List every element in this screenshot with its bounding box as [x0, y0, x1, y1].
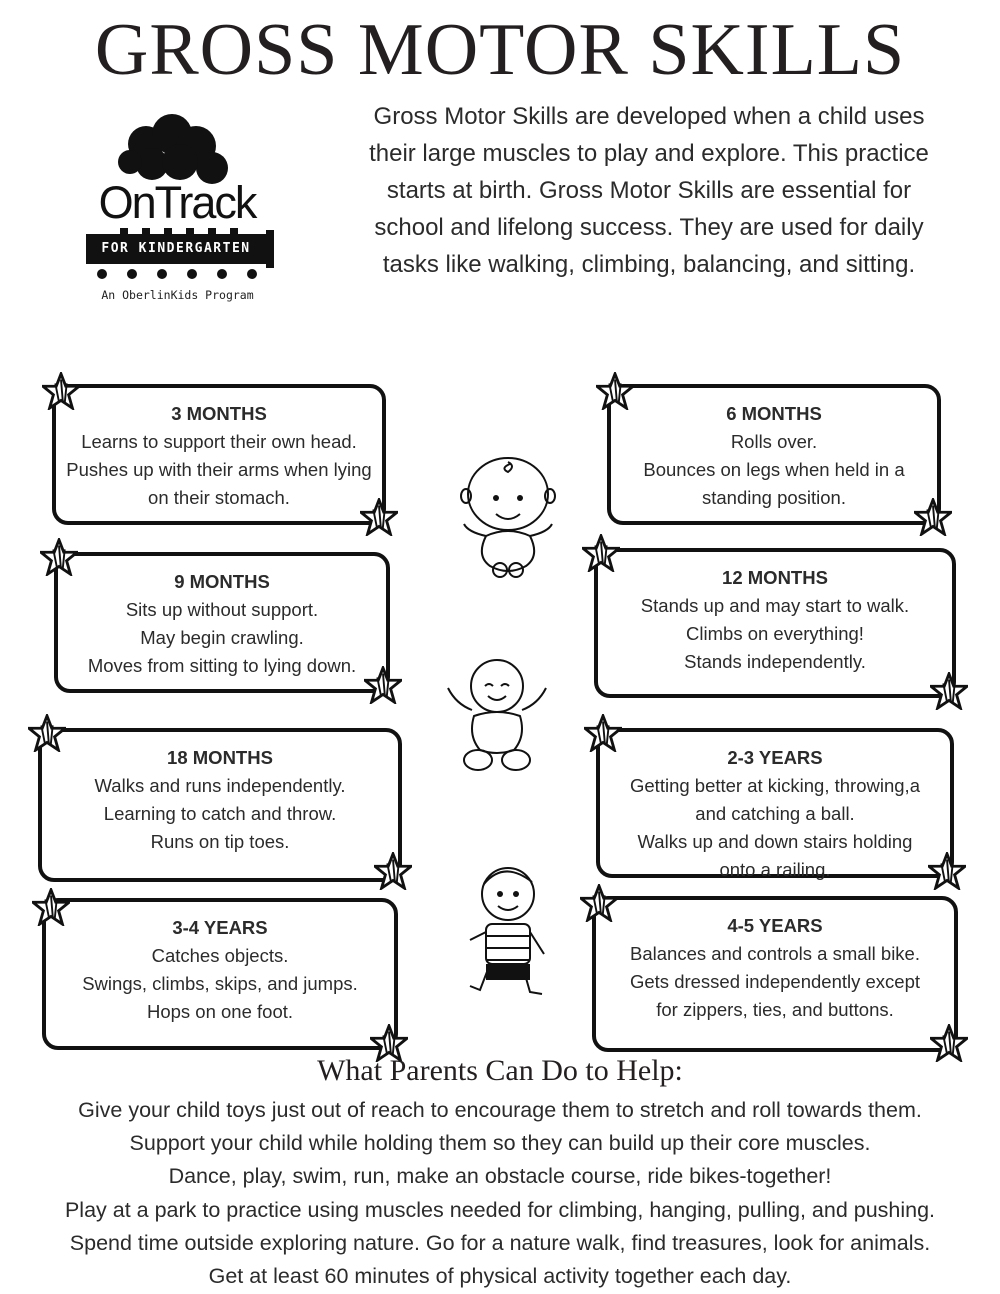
intro-line: Gross Motor Skills are developed when a child uses — [373, 103, 925, 130]
milestone-line: Climbs on everything! — [686, 623, 864, 644]
intro-line: their large muscles to play and explore. This practice — [369, 140, 929, 167]
intro-paragraph — [318, 98, 980, 283]
milestone-line: Rolls over. — [730, 431, 818, 452]
child-icon — [466, 862, 548, 1002]
star-icon — [28, 714, 66, 752]
logo-subtitle: An OberlinKids Program — [101, 288, 254, 302]
help-list — [0, 1094, 1000, 1293]
milestone-line: Swings, climbs, skips, and jumps. — [82, 973, 358, 994]
milestone-line: Pushes up with their arms when lying — [66, 459, 372, 480]
star-icon — [584, 714, 622, 752]
list-item: Play at a park to practice using muscles needed for climbing, hanging, pulling, and pushing. — [64, 1197, 936, 1222]
baby-icon — [456, 452, 560, 580]
milestone-line: Walks and runs independently. — [94, 775, 346, 796]
intro-line: tasks like walking, climbing, balancing, and sitting. — [382, 251, 916, 278]
milestone-card-3-4-years — [42, 898, 398, 1050]
list-item: Get at least 60 minutes of physical activity together each day. — [208, 1264, 792, 1289]
list-item: Give your child toys just out of reach to encourage them to stretch and roll towards them. — [78, 1098, 922, 1122]
milestone-line: Stands independently. — [684, 651, 866, 672]
milestone-line: Hops on one foot. — [146, 1001, 294, 1022]
star-icon — [914, 498, 952, 536]
intro-line: starts at birth. Gross Motor Skills are essential for — [386, 177, 912, 204]
list-item: Support your child while holding them so they can build up their core muscles. — [129, 1131, 871, 1156]
milestone-line: Runs on tip toes. — [150, 831, 290, 852]
star-icon — [364, 666, 402, 704]
milestone-line: May begin crawling. — [140, 627, 304, 648]
star-icon — [928, 852, 966, 890]
milestone-line: Learning to catch and throw. — [103, 803, 337, 824]
star-icon — [32, 888, 70, 926]
milestone-line: and catching a ball. — [695, 803, 855, 824]
milestone-card-3-months — [52, 384, 386, 525]
milestone-line: Gets dressed independently except — [629, 971, 921, 992]
page-title: GROSS MOTOR SKILLS — [94, 9, 906, 91]
milestone-line: Getting better at kicking, throwing,a — [630, 775, 920, 796]
list-item: Dance, play, swim, run, make an obstacle course, ride bikes-together! — [168, 1164, 832, 1189]
logo-wordmark: OnTrack — [98, 177, 256, 228]
milestone-line: Bounces on legs when held in a — [643, 459, 905, 480]
star-icon — [374, 852, 412, 890]
star-icon — [930, 672, 968, 710]
help-section-title: What Parents Can Do to Help: — [317, 1054, 683, 1087]
milestone-card-6-months — [607, 384, 941, 525]
milestone-line: Sits up without support. — [125, 599, 319, 620]
toddler-icon — [440, 656, 554, 774]
ontrack-logo — [80, 112, 280, 312]
star-icon — [580, 884, 618, 922]
milestone-age: 6 MONTHS — [726, 403, 822, 424]
milestone-line: on their stomach. — [148, 487, 290, 508]
milestone-card-2-3-years — [596, 728, 954, 878]
milestone-line: Catches objects. — [151, 945, 289, 966]
milestone-age: 12 MONTHS — [722, 567, 828, 588]
milestone-card-4-5-years — [592, 896, 958, 1052]
intro-line: school and lifelong success. They are used for daily — [374, 214, 924, 241]
milestone-card-9-months — [54, 552, 390, 693]
logo-banner: FOR KINDERGARTEN — [86, 234, 266, 264]
star-icon — [42, 372, 80, 410]
star-icon — [360, 498, 398, 536]
list-item: Spend time outside exploring nature. Go for a nature walk, find treasures, look for animals. — [69, 1230, 931, 1255]
milestone-age: 18 MONTHS — [167, 747, 273, 768]
milestone-card-18-months — [38, 728, 402, 882]
star-icon — [40, 538, 78, 576]
milestone-age: 3-4 YEARS — [172, 917, 268, 938]
milestone-line: for zippers, ties, and buttons. — [656, 999, 894, 1020]
milestone-age: 9 MONTHS — [174, 571, 270, 592]
milestone-line: Stands up and may start to walk. — [640, 595, 910, 616]
milestone-line: onto a railing. — [719, 859, 831, 880]
star-icon — [582, 534, 620, 572]
milestone-line: standing position. — [702, 487, 846, 508]
milestone-card-12-months — [594, 548, 956, 698]
milestone-line: Learns to support their own head. — [81, 431, 357, 452]
milestone-age: 4-5 YEARS — [727, 915, 823, 936]
milestone-line: Walks up and down stairs holding — [637, 831, 913, 852]
milestone-age: 2-3 YEARS — [727, 747, 823, 768]
milestone-age: 3 MONTHS — [171, 403, 267, 424]
star-icon — [596, 372, 634, 410]
milestone-line: Moves from sitting to lying down. — [87, 655, 357, 676]
milestone-line: Balances and controls a small bike. — [630, 943, 920, 964]
